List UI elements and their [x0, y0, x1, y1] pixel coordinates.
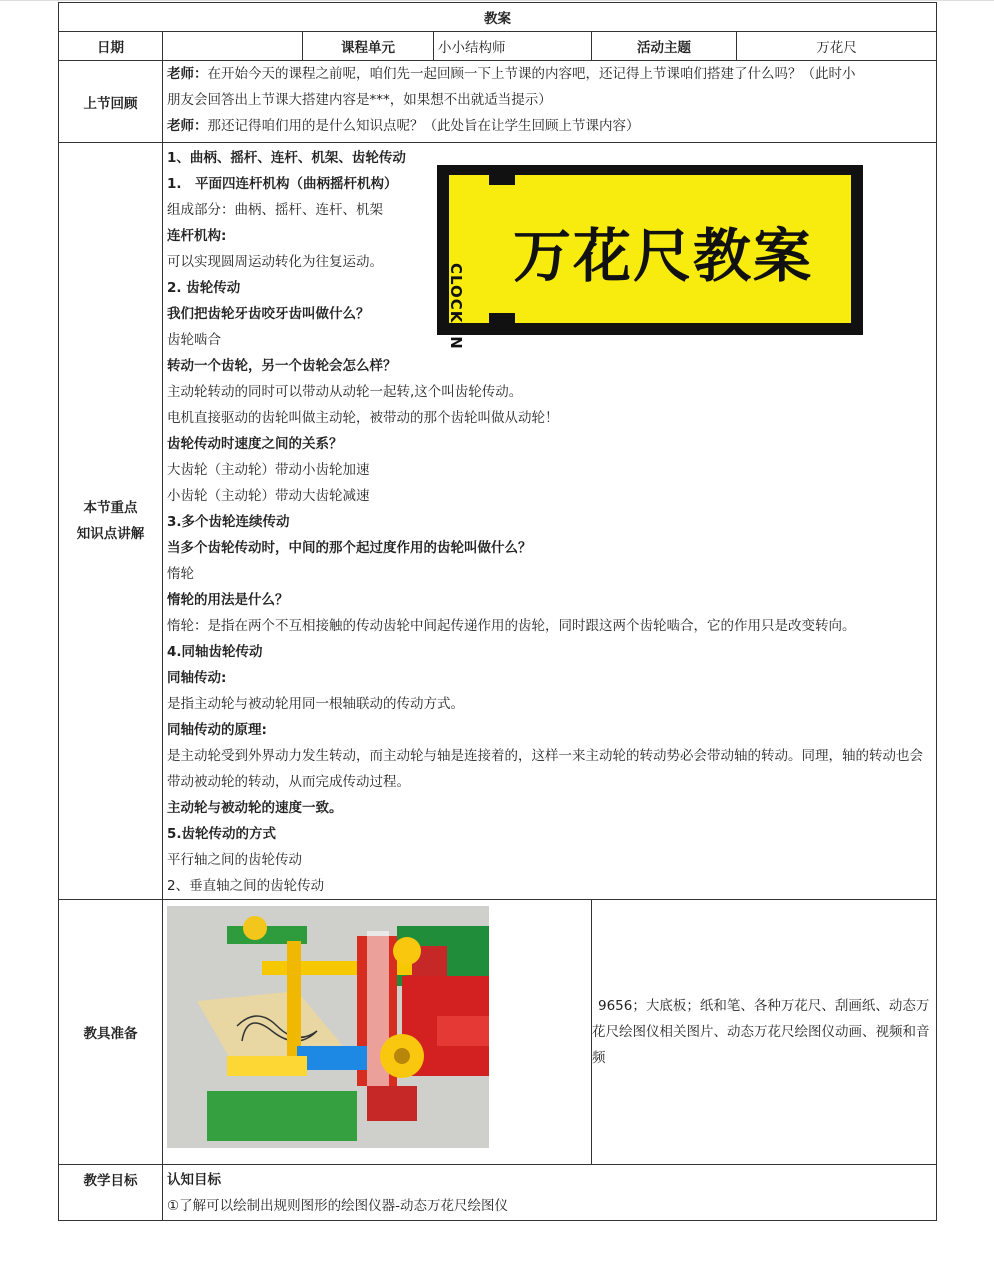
knowledge-heading: 齿轮传动时速度之间的关系？: [167, 436, 343, 452]
banner-yellow-panel: [447, 175, 851, 350]
banner-title: 万花尺教案: [513, 222, 814, 290]
knowledge-heading: 惰轮的用法是什么？: [167, 592, 289, 608]
knowledge-heading: 我们把齿轮牙齿咬牙齿叫做什么？: [167, 306, 370, 322]
banner-notch-top: [489, 175, 515, 185]
theme-value: 万花尺: [737, 32, 937, 61]
knowledge-heading: 连杆机构:: [167, 228, 227, 244]
materials-text-cell: [592, 900, 937, 1165]
knowledge-text: 平行轴之间的齿轮传动: [167, 852, 302, 868]
knowledge-label: [59, 143, 163, 900]
document-title: 教案: [59, 3, 937, 32]
lego-model-photo: [167, 906, 489, 1148]
knowledge-text: 2、垂直轴之间的齿轮传动: [167, 878, 325, 894]
knowledge-text: 惰轮: [167, 566, 194, 582]
unit-value: 小小结构师: [434, 32, 592, 61]
review-line: [167, 61, 932, 87]
materials-label: 教具准备: [59, 900, 163, 1165]
materials-photo-cell: [163, 900, 592, 1165]
knowledge-label-line1: 本节重点: [83, 500, 138, 516]
review-line: [167, 113, 932, 139]
review-text: 那还记得咱们用的是什么知识点呢？（此处旨在让学生回顾上节课内容）: [207, 118, 640, 134]
goals-label: 教学目标: [59, 1165, 163, 1221]
knowledge-heading: 转动一个齿轮，另一个齿轮会怎么样？: [167, 358, 397, 374]
review-content: [163, 61, 937, 143]
knowledge-label-line2: 知识点讲解: [76, 526, 145, 542]
knowledge-content: [163, 143, 937, 900]
goals-item: ①了解可以绘制出规则图形的绘图仪器-动态万花尺绘图仪: [167, 1198, 508, 1214]
review-text: 朋友会回答出上节课大搭建内容是***，如果想不出就适当提示）: [167, 92, 552, 108]
knowledge-heading: 3.多个齿轮连续传动: [167, 514, 290, 530]
lesson-plan-table: [58, 2, 937, 1221]
knowledge-text: 组成部分：曲柄、摇杆、连杆、机架: [167, 202, 383, 218]
theme-label: 活动主题: [592, 32, 737, 61]
knowledge-text: 小齿轮（主动轮）带动大齿轮减速: [167, 488, 370, 504]
knowledge-heading: 1. 平面四连杆机构（曲柄摇杆机构）: [167, 176, 398, 192]
knowledge-text: 是主动轮受到外界动力发生转动，而主动轮与轴是连接着的，这样一来主动轮的转动势必会带动轴的转动。同理，轴的转动也会带动被动轮的转动，从而完成传动过程。: [167, 748, 923, 790]
knowledge-heading: 5.齿轮传动的方式: [167, 826, 277, 842]
goals-content: [163, 1165, 937, 1221]
knowledge-text: 主动轮转动的同时可以带动从动轮一起转,这个叫齿轮传动。: [167, 384, 523, 400]
review-label: 上节回顾: [59, 61, 163, 143]
knowledge-heading: 4.同轴齿轮传动: [167, 644, 263, 660]
unit-label: 课程单元: [303, 32, 434, 61]
review-speaker: 老师：: [167, 66, 208, 82]
knowledge-text: 惰轮：是指在两个不互相接触的传动齿轮中间起传递作用的齿轮，同时跟这两个齿轮啮合，它的作用只是改变转向。: [167, 618, 856, 634]
banner-notch-bottom: [489, 313, 515, 323]
knowledge-heading: 1、曲柄、摇杆、连杆、机架、齿轮传动: [167, 150, 406, 166]
knowledge-text: 可以实现圆周运动转化为往复运动。: [167, 254, 383, 270]
knowledge-heading: 2. 齿轮传动: [167, 280, 241, 296]
materials-text: 9656；大底板；纸和笔、各种万花尺、刮画纸、动态万花尺绘图仪相关图片、动态万花尺绘图仪动画、视频和音频: [592, 998, 930, 1066]
review-text: 在开始今天的课程之前呢，咱们先一起回顾一下上节课的内容吧，还记得上节课咱们搭建了什么吗？（此时小: [207, 66, 856, 82]
goals-heading: 认知目标: [167, 1172, 221, 1188]
date-label: 日期: [59, 32, 163, 61]
date-value: [163, 32, 303, 61]
review-lines: [167, 61, 932, 139]
knowledge-heading: 同轴传动的原理:: [167, 722, 267, 738]
banner-side-text: CLOCK IN: [447, 263, 465, 350]
lego-model-illustration: [167, 906, 489, 1148]
knowledge-heading: 主动轮与被动轮的速度一致。: [167, 800, 343, 816]
knowledge-heading: 当多个齿轮传动时，中间的那个起过度作用的齿轮叫做什么？: [167, 540, 532, 556]
knowledge-text: 电机直接驱动的齿轮叫做主动轮，被带动的那个齿轮叫做从动轮！: [167, 410, 559, 426]
knowledge-text: 是指主动轮与被动轮用同一根轴联动的传动方式。: [167, 696, 464, 712]
knowledge-heading: 同轴传动:: [167, 670, 227, 686]
review-speaker: 老师：: [167, 118, 208, 134]
review-line: [167, 87, 932, 113]
title-banner: [437, 165, 863, 350]
knowledge-text: 齿轮啮合: [167, 332, 221, 348]
knowledge-text: 大齿轮（主动轮）带动小齿轮加速: [167, 462, 370, 478]
